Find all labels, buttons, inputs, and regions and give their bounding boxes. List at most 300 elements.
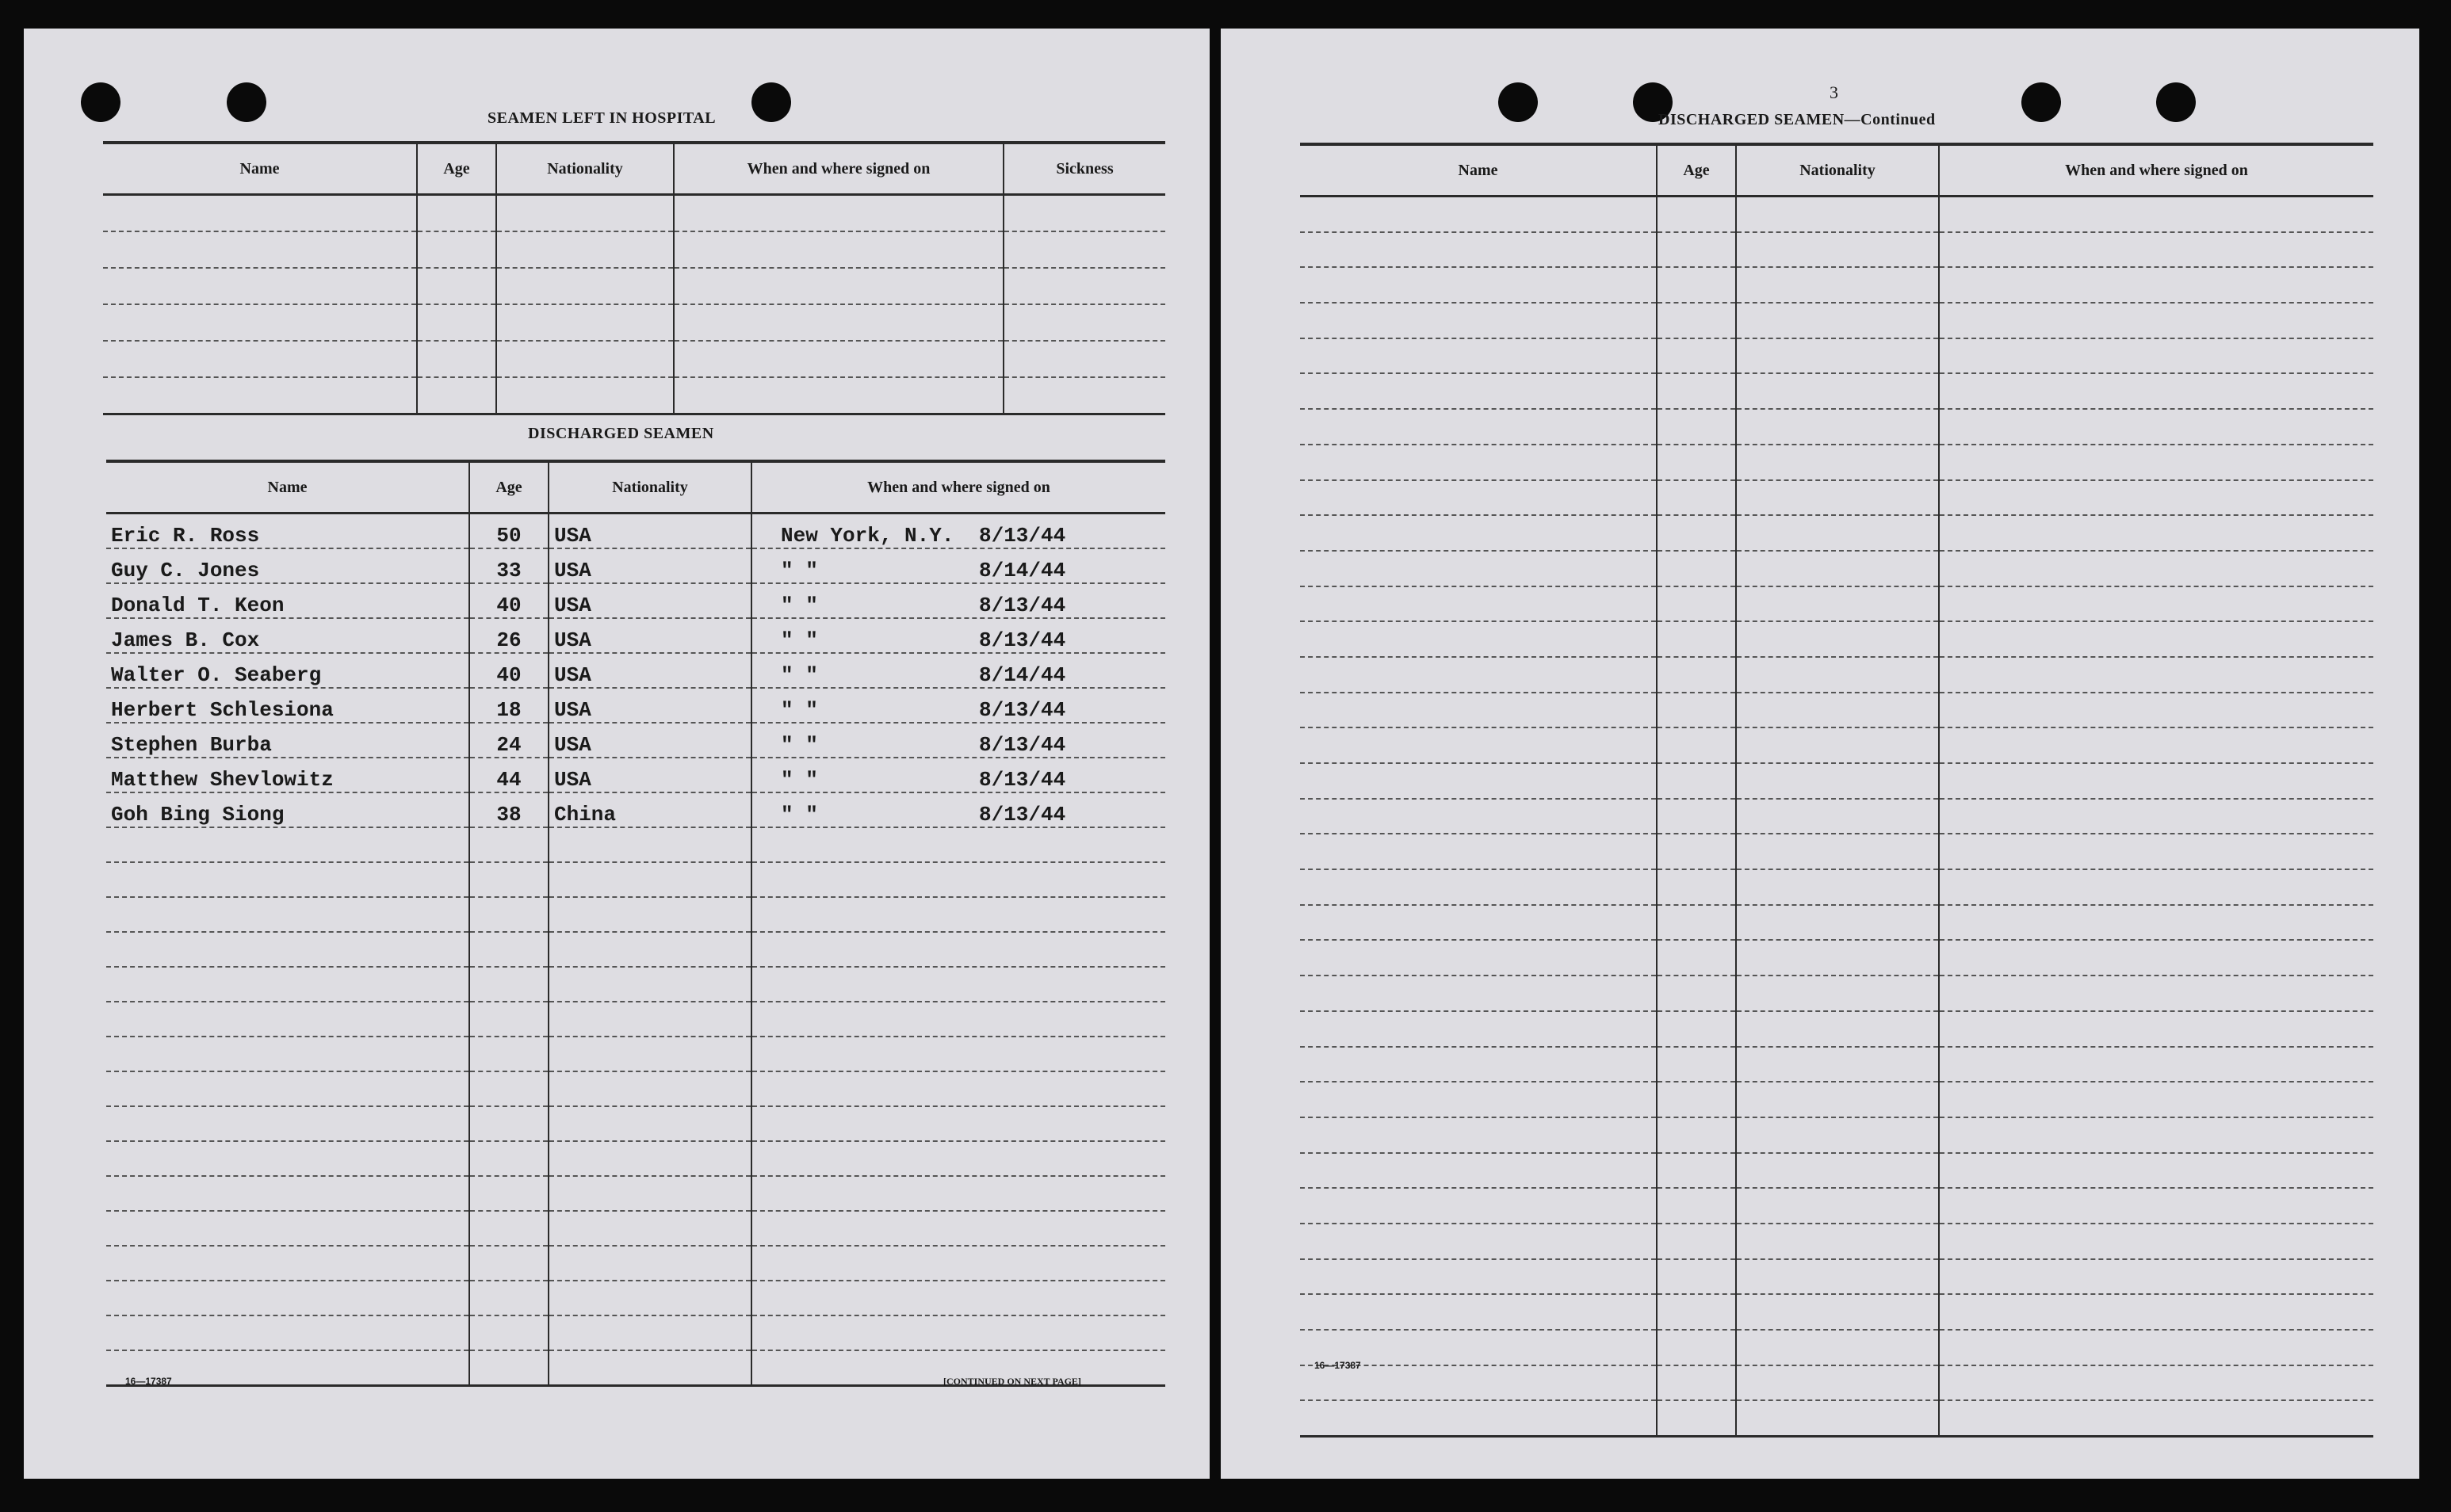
empty-cell xyxy=(1657,515,1736,551)
seaman-signed-on xyxy=(751,618,1165,653)
seaman-name: Walter O. Seaberg xyxy=(106,653,469,688)
discharged-col-name: Name xyxy=(106,461,469,514)
empty-cell xyxy=(751,1141,1165,1176)
table-row xyxy=(1300,445,2373,480)
empty-cell xyxy=(1657,267,1736,303)
empty-cell xyxy=(106,1106,469,1141)
empty-cell xyxy=(751,1002,1165,1037)
table-row xyxy=(1300,1259,2373,1295)
continued-col-signed-on: When and where signed on xyxy=(1939,144,2373,197)
table-row xyxy=(1300,197,2373,232)
empty-cell xyxy=(1657,940,1736,976)
table-row xyxy=(106,1246,1165,1281)
seaman-nationality: USA xyxy=(549,583,751,618)
empty-cell xyxy=(1736,1400,1939,1436)
table-row xyxy=(1300,657,2373,693)
empty-cell xyxy=(1736,869,1939,905)
empty-cell xyxy=(1657,1047,1736,1082)
empty-cell xyxy=(1939,1117,2373,1153)
table-row xyxy=(103,377,1165,414)
empty-cell xyxy=(1657,373,1736,409)
empty-cell xyxy=(1939,1047,2373,1082)
empty-cell xyxy=(1939,657,2373,693)
empty-cell xyxy=(1657,621,1736,657)
table-row xyxy=(106,514,1165,549)
empty-cell xyxy=(751,1315,1165,1350)
empty-cell xyxy=(1939,445,2373,480)
empty-cell xyxy=(106,862,469,897)
table-row xyxy=(106,548,1165,583)
seaman-age: 50 xyxy=(469,514,549,549)
empty-cell xyxy=(469,1211,549,1246)
empty-cell xyxy=(1736,621,1939,657)
hospital-cell xyxy=(496,268,674,304)
empty-cell xyxy=(1300,1400,1657,1436)
signed-on-date: 8/13/44 xyxy=(979,733,1066,757)
seaman-age: 26 xyxy=(469,618,549,653)
table-row xyxy=(106,1037,1165,1071)
signed-on-place: New York, N.Y. xyxy=(781,524,954,548)
empty-cell xyxy=(1657,693,1736,728)
hospital-cell xyxy=(103,341,417,377)
hospital-cell xyxy=(103,231,417,268)
hospital-cell xyxy=(417,231,496,268)
hospital-col-name: Name xyxy=(103,143,417,195)
empty-cell xyxy=(469,1315,549,1350)
table-row xyxy=(1300,869,2373,905)
empty-cell xyxy=(106,1002,469,1037)
hospital-col-age: Age xyxy=(417,143,496,195)
signed-on-place: " " xyxy=(781,663,818,687)
empty-cell xyxy=(1736,551,1939,586)
empty-cell xyxy=(549,1002,751,1037)
empty-cell xyxy=(1736,799,1939,834)
signed-on-date: 8/13/44 xyxy=(979,524,1066,548)
empty-cell xyxy=(1657,834,1736,869)
empty-cell xyxy=(1939,834,2373,869)
empty-cell xyxy=(1300,799,1657,834)
hospital-col-sickness: Sickness xyxy=(1004,143,1165,195)
table-row xyxy=(1300,799,2373,834)
signed-on-place: " " xyxy=(781,768,818,792)
seaman-age: 40 xyxy=(469,653,549,688)
empty-cell xyxy=(751,1071,1165,1106)
hospital-col-signed-on: When and where signed on xyxy=(674,143,1004,195)
empty-cell xyxy=(1736,409,1939,445)
empty-cell xyxy=(1736,1047,1939,1082)
discharged-section-title: DISCHARGED SEAMEN xyxy=(528,425,714,442)
discharged-col-nationality: Nationality xyxy=(549,461,751,514)
empty-cell xyxy=(1736,303,1939,338)
table-row xyxy=(106,583,1165,618)
empty-cell xyxy=(1939,1153,2373,1189)
discharged-col-signed-on: When and where signed on xyxy=(751,461,1165,514)
discharged-col-age: Age xyxy=(469,461,549,514)
empty-cell xyxy=(1736,1365,1939,1401)
empty-cell xyxy=(1300,976,1657,1011)
table-row xyxy=(106,1106,1165,1141)
empty-cell xyxy=(469,1141,549,1176)
table-row xyxy=(1300,1047,2373,1082)
empty-cell xyxy=(1300,693,1657,728)
empty-cell xyxy=(1939,551,2373,586)
seaman-name: Stephen Burba xyxy=(106,723,469,758)
empty-cell xyxy=(1657,1188,1736,1224)
hospital-cell xyxy=(1004,304,1165,341)
empty-cell xyxy=(1657,480,1736,516)
empty-cell xyxy=(1657,1153,1736,1189)
empty-cell xyxy=(549,1176,751,1211)
seaman-nationality: USA xyxy=(549,688,751,723)
empty-cell xyxy=(1939,976,2373,1011)
seaman-name: Donald T. Keon xyxy=(106,583,469,618)
empty-cell xyxy=(1300,373,1657,409)
table-row xyxy=(106,967,1165,1002)
empty-cell xyxy=(1736,445,1939,480)
table-row xyxy=(106,827,1165,862)
discharged-header-row xyxy=(106,461,1165,514)
empty-cell xyxy=(751,967,1165,1002)
seaman-name: Goh Bing Siong xyxy=(106,792,469,827)
table-row xyxy=(1300,267,2373,303)
empty-cell xyxy=(1736,1153,1939,1189)
continued-header-row xyxy=(1300,144,2373,197)
empty-cell xyxy=(1736,727,1939,763)
empty-cell xyxy=(1300,445,1657,480)
empty-cell xyxy=(1736,1330,1939,1365)
empty-cell xyxy=(1657,197,1736,232)
signed-on-place: " " xyxy=(781,733,818,757)
empty-cell xyxy=(1300,338,1657,374)
hospital-cell xyxy=(103,304,417,341)
table-row xyxy=(1300,409,2373,445)
hospital-table xyxy=(103,141,1165,415)
table-row xyxy=(1300,338,2373,374)
signed-on-date: 8/13/44 xyxy=(979,803,1066,827)
table-row xyxy=(1300,976,2373,1011)
seaman-age: 24 xyxy=(469,723,549,758)
table-row xyxy=(1300,303,2373,338)
hospital-header-row xyxy=(103,143,1165,195)
empty-cell xyxy=(1300,409,1657,445)
hospital-cell xyxy=(496,195,674,232)
empty-cell xyxy=(1736,976,1939,1011)
empty-cell xyxy=(1300,232,1657,268)
empty-cell xyxy=(1300,1047,1657,1082)
empty-cell xyxy=(1736,1294,1939,1330)
empty-cell xyxy=(1939,197,2373,232)
empty-cell xyxy=(1939,338,2373,374)
table-row xyxy=(1300,480,2373,516)
empty-cell xyxy=(549,1315,751,1350)
empty-cell xyxy=(469,1176,549,1211)
empty-cell xyxy=(1657,1117,1736,1153)
continued-note: [CONTINUED ON NEXT PAGE] xyxy=(943,1376,1081,1387)
hospital-cell xyxy=(1004,195,1165,232)
empty-cell xyxy=(1736,1188,1939,1224)
empty-cell xyxy=(549,897,751,932)
empty-cell xyxy=(1939,1294,2373,1330)
hospital-cell xyxy=(496,231,674,268)
seaman-nationality: USA xyxy=(549,758,751,792)
empty-cell xyxy=(1657,905,1736,941)
empty-cell xyxy=(1657,1294,1736,1330)
table-row xyxy=(1300,1224,2373,1259)
empty-cell xyxy=(106,967,469,1002)
empty-cell xyxy=(1939,1330,2373,1365)
hospital-cell xyxy=(1004,377,1165,414)
seaman-nationality: China xyxy=(549,792,751,827)
table-row xyxy=(1300,905,2373,941)
seaman-signed-on xyxy=(751,688,1165,723)
empty-cell xyxy=(1939,373,2373,409)
empty-cell xyxy=(751,1211,1165,1246)
table-row xyxy=(103,341,1165,377)
hospital-cell xyxy=(103,377,417,414)
form-number: 16—17387 xyxy=(1314,1360,1361,1371)
hospital-cell xyxy=(674,268,1004,304)
table-row xyxy=(106,1176,1165,1211)
hospital-cell xyxy=(674,304,1004,341)
seaman-signed-on xyxy=(751,548,1165,583)
empty-cell xyxy=(1300,515,1657,551)
seaman-nationality: USA xyxy=(549,723,751,758)
seaman-name: Herbert Schlesiona xyxy=(106,688,469,723)
empty-cell xyxy=(1736,197,1939,232)
seaman-name: Matthew Shevlowitz xyxy=(106,758,469,792)
seaman-age: 38 xyxy=(469,792,549,827)
continued-col-nationality: Nationality xyxy=(1736,144,1939,197)
hospital-cell xyxy=(496,377,674,414)
empty-cell xyxy=(1300,1082,1657,1117)
empty-cell xyxy=(549,1246,751,1281)
seaman-age: 18 xyxy=(469,688,549,723)
empty-cell xyxy=(1300,1117,1657,1153)
empty-cell xyxy=(106,1246,469,1281)
empty-cell xyxy=(549,1281,751,1315)
seaman-signed-on xyxy=(751,583,1165,618)
empty-cell xyxy=(1657,1082,1736,1117)
table-row xyxy=(106,862,1165,897)
empty-cell xyxy=(751,1246,1165,1281)
left-page xyxy=(24,29,1210,1479)
hospital-cell xyxy=(103,195,417,232)
empty-cell xyxy=(1939,515,2373,551)
empty-cell xyxy=(549,1106,751,1141)
signed-on-date: 8/14/44 xyxy=(979,559,1066,582)
discharged-table xyxy=(106,460,1165,1387)
hospital-col-nationality: Nationality xyxy=(496,143,674,195)
empty-cell xyxy=(1736,1259,1939,1295)
hospital-cell xyxy=(1004,231,1165,268)
empty-cell xyxy=(1657,1365,1736,1401)
signed-on-date: 8/13/44 xyxy=(979,628,1066,652)
empty-cell xyxy=(1736,763,1939,799)
table-row xyxy=(1300,1365,2373,1401)
empty-cell xyxy=(1939,409,2373,445)
table-row xyxy=(106,618,1165,653)
table-row xyxy=(1300,940,2373,976)
continued-col-name: Name xyxy=(1300,144,1657,197)
table-row xyxy=(1300,1011,2373,1047)
seaman-age: 40 xyxy=(469,583,549,618)
punch-hole-icon xyxy=(81,82,120,122)
empty-cell xyxy=(1736,657,1939,693)
hospital-cell xyxy=(674,195,1004,232)
table-row xyxy=(106,1002,1165,1037)
empty-cell xyxy=(1939,480,2373,516)
hospital-cell xyxy=(417,195,496,232)
empty-cell xyxy=(1657,409,1736,445)
empty-cell xyxy=(1300,763,1657,799)
table-row xyxy=(106,1281,1165,1315)
empty-cell xyxy=(469,1037,549,1071)
empty-cell xyxy=(1939,693,2373,728)
table-row xyxy=(106,932,1165,967)
table-row xyxy=(106,1071,1165,1106)
table-row xyxy=(1300,1117,2373,1153)
empty-cell xyxy=(1300,940,1657,976)
table-row xyxy=(106,792,1165,827)
empty-cell xyxy=(1939,303,2373,338)
empty-cell xyxy=(106,1315,469,1350)
empty-cell xyxy=(1657,799,1736,834)
empty-cell xyxy=(1300,657,1657,693)
punch-hole-icon xyxy=(2156,82,2196,122)
seaman-name: Guy C. Jones xyxy=(106,548,469,583)
empty-cell xyxy=(469,897,549,932)
table-row xyxy=(1300,586,2373,622)
table-row xyxy=(1300,1330,2373,1365)
seaman-age: 33 xyxy=(469,548,549,583)
table-row xyxy=(106,1315,1165,1350)
table-row xyxy=(1300,373,2373,409)
empty-cell xyxy=(1300,1259,1657,1295)
hospital-cell xyxy=(417,341,496,377)
empty-cell xyxy=(1939,267,2373,303)
empty-cell xyxy=(1657,303,1736,338)
empty-cell xyxy=(106,1176,469,1211)
seaman-signed-on xyxy=(751,792,1165,827)
seaman-nationality: USA xyxy=(549,514,751,549)
table-row xyxy=(106,688,1165,723)
seaman-age: 44 xyxy=(469,758,549,792)
empty-cell xyxy=(1300,1188,1657,1224)
empty-cell xyxy=(469,827,549,862)
empty-cell xyxy=(106,827,469,862)
empty-cell xyxy=(1939,1188,2373,1224)
empty-cell xyxy=(549,862,751,897)
empty-cell xyxy=(1939,1082,2373,1117)
empty-cell xyxy=(1657,1330,1736,1365)
empty-cell xyxy=(1736,232,1939,268)
table-row xyxy=(1300,727,2373,763)
table-row xyxy=(1300,763,2373,799)
table-row xyxy=(106,1211,1165,1246)
empty-cell xyxy=(1657,976,1736,1011)
empty-cell xyxy=(1300,586,1657,622)
empty-cell xyxy=(1736,373,1939,409)
empty-cell xyxy=(1939,727,2373,763)
empty-cell xyxy=(751,932,1165,967)
empty-cell xyxy=(1736,267,1939,303)
hospital-cell xyxy=(417,268,496,304)
signed-on-place: " " xyxy=(781,628,818,652)
continued-table xyxy=(1300,143,2373,1438)
empty-cell xyxy=(106,1037,469,1071)
empty-cell xyxy=(1736,1011,1939,1047)
empty-cell xyxy=(1657,727,1736,763)
empty-cell xyxy=(469,1350,549,1386)
empty-cell xyxy=(1939,763,2373,799)
empty-cell xyxy=(1736,338,1939,374)
signed-on-date: 8/13/44 xyxy=(979,594,1066,617)
empty-cell xyxy=(106,932,469,967)
empty-cell xyxy=(1939,621,2373,657)
hospital-cell xyxy=(674,341,1004,377)
signed-on-place: " " xyxy=(781,803,818,827)
empty-cell xyxy=(1657,586,1736,622)
empty-cell xyxy=(1657,869,1736,905)
empty-cell xyxy=(1657,232,1736,268)
empty-cell xyxy=(1939,1259,2373,1295)
punch-hole-icon xyxy=(227,82,266,122)
empty-cell xyxy=(1939,869,2373,905)
empty-cell xyxy=(1300,905,1657,941)
table-row xyxy=(1300,1082,2373,1117)
seaman-signed-on xyxy=(751,723,1165,758)
seaman-nationality: USA xyxy=(549,653,751,688)
empty-cell xyxy=(1657,1259,1736,1295)
empty-cell xyxy=(549,967,751,1002)
hospital-section-title: SEAMEN LEFT IN HOSPITAL xyxy=(488,109,717,127)
signed-on-place: " " xyxy=(781,559,818,582)
empty-cell xyxy=(1736,1082,1939,1117)
empty-cell xyxy=(1736,1224,1939,1259)
empty-cell xyxy=(1736,1117,1939,1153)
empty-cell xyxy=(469,1281,549,1315)
empty-cell xyxy=(1300,869,1657,905)
seaman-nationality: USA xyxy=(549,618,751,653)
table-row xyxy=(1300,1188,2373,1224)
empty-cell xyxy=(1736,515,1939,551)
table-row xyxy=(106,897,1165,932)
empty-cell xyxy=(1939,940,2373,976)
signed-on-date: 8/13/44 xyxy=(979,768,1066,792)
table-row xyxy=(103,304,1165,341)
table-row xyxy=(1300,834,2373,869)
empty-cell xyxy=(751,1176,1165,1211)
empty-cell xyxy=(1657,445,1736,480)
empty-cell xyxy=(1300,1153,1657,1189)
table-row xyxy=(1300,551,2373,586)
table-row xyxy=(1300,621,2373,657)
table-row xyxy=(106,723,1165,758)
empty-cell xyxy=(1939,1224,2373,1259)
table-row xyxy=(1300,693,2373,728)
punch-hole-icon xyxy=(1498,82,1538,122)
empty-cell xyxy=(1657,551,1736,586)
empty-cell xyxy=(751,1106,1165,1141)
empty-cell xyxy=(1300,551,1657,586)
empty-cell xyxy=(1939,586,2373,622)
empty-cell xyxy=(1657,338,1736,374)
empty-cell xyxy=(1657,1011,1736,1047)
empty-cell xyxy=(469,1106,549,1141)
empty-cell xyxy=(106,1071,469,1106)
empty-cell xyxy=(1300,1011,1657,1047)
empty-cell xyxy=(1300,1224,1657,1259)
